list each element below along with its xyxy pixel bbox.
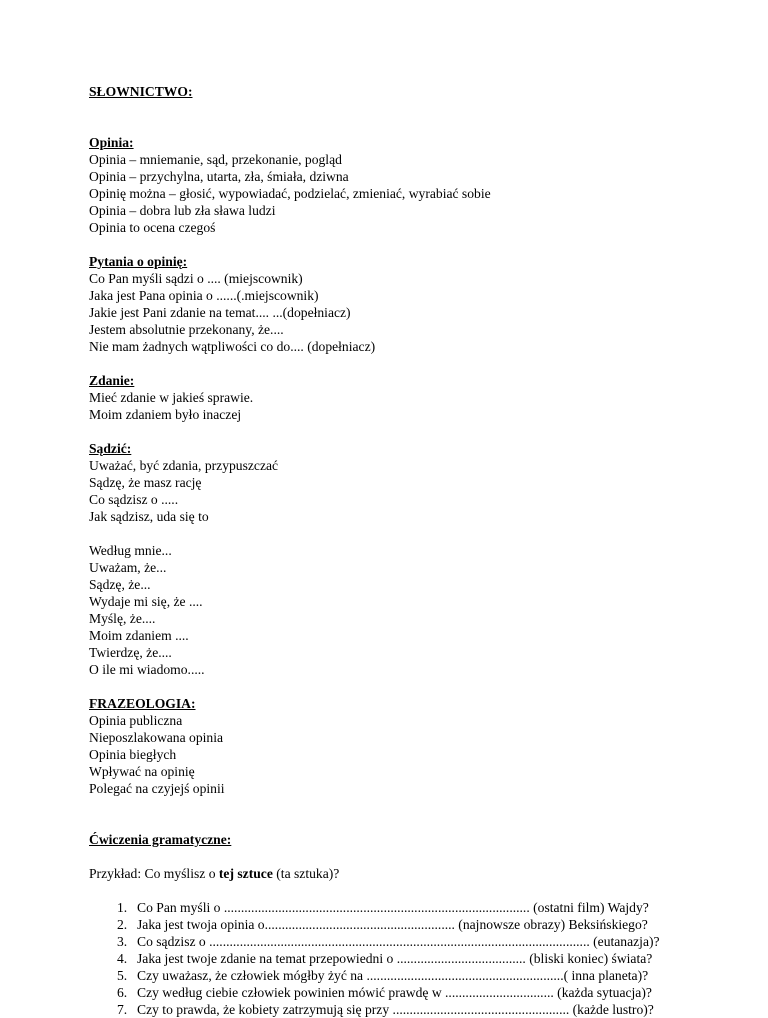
vocab-line: Mieć zdanie w jakieś sprawie. — [89, 390, 254, 405]
phrase-line: Twierdzę, że.... — [89, 645, 172, 660]
spacer — [89, 355, 689, 372]
phrase-line: Opinia publiczna — [89, 713, 183, 728]
spacer — [89, 814, 689, 831]
exercise-number: 3. — [117, 934, 128, 949]
spacer — [89, 100, 689, 117]
spacer — [89, 525, 689, 542]
spacer — [89, 797, 689, 814]
section-heading: Opinia: — [89, 135, 134, 150]
spacer — [89, 423, 689, 440]
exercise-number: 5. — [117, 968, 128, 983]
vocab-line: Jak sądzisz, uda się to — [89, 509, 209, 524]
phrase-line: Polegać na czyjejś opinii — [89, 781, 225, 796]
section-heading: FRAZEOLOGIA: — [89, 696, 196, 711]
section-cwiczenia — [89, 831, 689, 1018]
phrase-line: Według mnie... — [89, 543, 172, 558]
exercise-text: Czy według ciebie człowiek powinien mówić prawdę w ................................ (każda sytuacja)? — [137, 985, 652, 1000]
vocab-line: Co sądzisz o ..... — [89, 492, 179, 507]
exercise-item — [89, 950, 689, 967]
exercise-item — [89, 916, 689, 933]
exercise-number: 1. — [117, 900, 128, 915]
vocab-line: Moim zdaniem było inaczej — [89, 407, 242, 422]
exercise-list — [89, 899, 689, 1018]
vocab-line: Opinia – dobra lub zła sława ludzi — [89, 203, 276, 218]
phrase-line: Uważam, że... — [89, 560, 167, 575]
example-prefix: Przykład: Co myślisz o — [89, 866, 219, 881]
document-page — [89, 83, 689, 1018]
vocab-line: Opinię można – głosić, wypowiadać, podzielać, zmieniać, wyrabiać sobie — [89, 186, 491, 201]
section-heading: Sądzić: — [89, 441, 132, 456]
vocab-line: Opinia to ocena czegoś — [89, 220, 216, 235]
vocab-line: Opinia – mniemanie, sąd, przekonanie, pogląd — [89, 152, 342, 167]
exercise-number: 4. — [117, 951, 128, 966]
section-zdanie — [89, 372, 689, 423]
section-sadzic — [89, 440, 689, 525]
exercise-item — [89, 899, 689, 916]
vocab-line: Jakie jest Pani zdanie na temat.... ...(dopełniacz) — [89, 305, 351, 320]
vocab-line: Co Pan myśli sądzi o .... (miejscownik) — [89, 271, 303, 286]
phrase-line: Sądzę, że... — [89, 577, 151, 592]
vocab-line: Jestem absolutnie przekonany, że.... — [89, 322, 284, 337]
exercise-text: Jaka jest twoje zdanie na temat przepowiedni o ...................................... (bliski koniec) świata? — [137, 951, 653, 966]
exercise-item — [89, 933, 689, 950]
exercise-number: 2. — [117, 917, 128, 932]
spacer — [89, 848, 689, 865]
vocab-line: Jaka jest Pana opinia o ......(.miejscownik) — [89, 288, 319, 303]
vocab-line: Sądzę, że masz rację — [89, 475, 202, 490]
section-phrases — [89, 542, 689, 678]
phrase-line: Wydaje mi się, że .... — [89, 594, 203, 609]
phrase-line: O ile mi wiadomo..... — [89, 662, 205, 677]
section-heading: Ćwiczenia gramatyczne: — [89, 832, 232, 847]
example-line — [89, 865, 689, 882]
phrase-line: Opinia biegłych — [89, 747, 177, 762]
example-suffix: (ta sztuka)? — [272, 866, 340, 881]
spacer — [89, 882, 689, 899]
exercise-item — [89, 984, 689, 1001]
exercise-item — [89, 967, 689, 984]
exercise-text: Co sądzisz o ................................................................................................................ (eutanazja)? — [137, 934, 660, 949]
phrase-line: Nieposzlakowana opinia — [89, 730, 224, 745]
spacer — [89, 236, 689, 253]
exercise-number: 6. — [117, 985, 128, 1000]
example-answer: tej sztuce — [218, 866, 273, 881]
exercise-text: Co Pan myśli o .......................................................................................... (ostatni film) Wajdy? — [137, 900, 649, 915]
exercise-text: Czy to prawda, że kobiety zatrzymują się przy .................................................... (każde lustro)? — [137, 1002, 654, 1017]
exercise-text: Jaka jest twoja opinia o........................................................ (najnowsze obrazy) Beksińskiego? — [137, 917, 648, 932]
phrase-line: Moim zdaniem .... — [89, 628, 189, 643]
section-opinia — [89, 134, 689, 236]
vocab-line: Uważać, być zdania, przypuszczać — [89, 458, 279, 473]
section-pytania — [89, 253, 689, 355]
phrase-line: Myślę, że.... — [89, 611, 156, 626]
exercise-item — [89, 1001, 689, 1018]
exercise-number: 7. — [117, 1002, 128, 1017]
section-heading: Pytania o opinię: — [89, 254, 188, 269]
vocab-line: Nie mam żadnych wątpliwości co do.... (dopełniacz) — [89, 339, 376, 354]
phrase-line: Wpływać na opinię — [89, 764, 195, 779]
section-frazeologia — [89, 695, 689, 797]
document-title: SŁOWNICTWO: — [89, 84, 193, 99]
spacer — [89, 117, 689, 134]
section-heading: Zdanie: — [89, 373, 135, 388]
vocab-line: Opinia – przychylna, utarta, zła, śmiała, dziwna — [89, 169, 349, 184]
spacer — [89, 678, 689, 695]
exercise-text: Czy uważasz, że człowiek mógłby żyć na ..........................................................( inna planeta)? — [137, 968, 649, 983]
